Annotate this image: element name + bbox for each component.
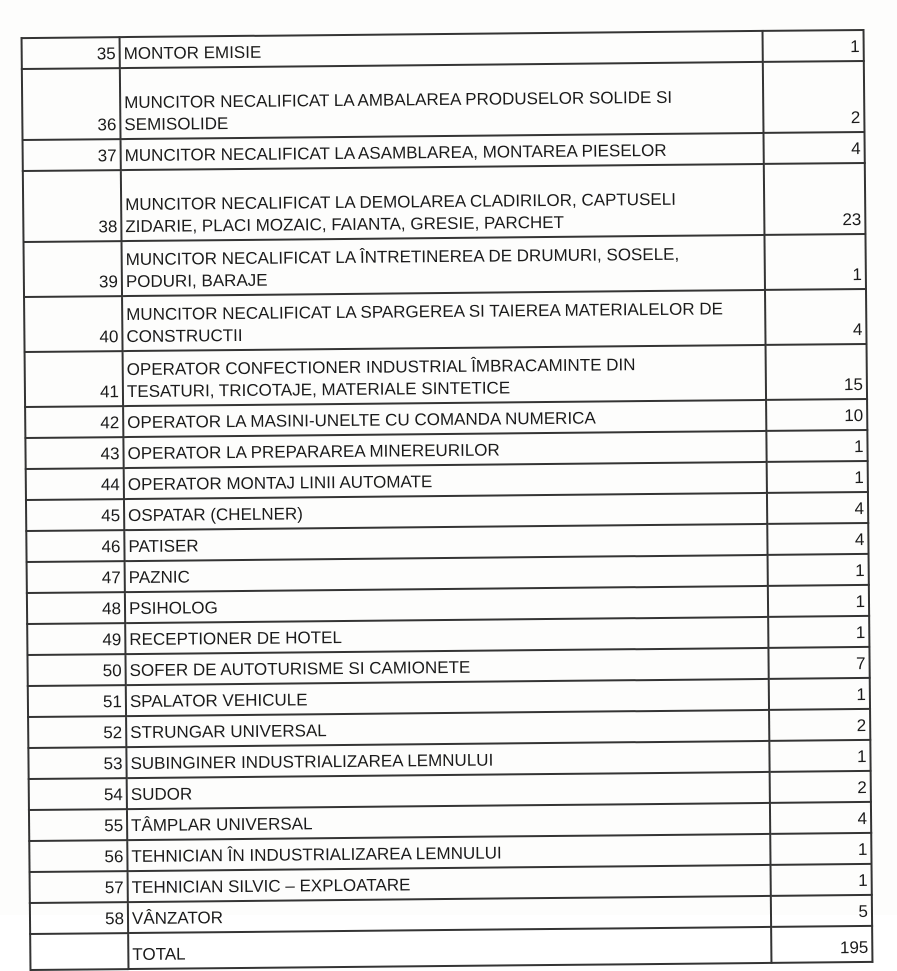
occupation-cell: OPERATOR LA PREPARAREA MINEREURILOR <box>123 431 766 468</box>
occupation-cell: VÂNZATOR <box>128 896 771 933</box>
occupation-cell: PATISER <box>124 524 767 561</box>
count-cell: 1 <box>766 430 867 462</box>
count-cell: 5 <box>771 895 872 927</box>
row-number-cell: 36 <box>22 68 121 140</box>
table-row <box>24 289 866 352</box>
occupation-cell: TEHNICIAN SILVIC – EXPLOATARE <box>128 865 771 902</box>
occupation-cell: TÂMPLAR UNIVERSAL <box>127 803 770 840</box>
occupation-cell: RECEPTIONER DE HOTEL <box>125 617 768 654</box>
row-number-cell: 48 <box>27 592 125 624</box>
count-cell: 4 <box>770 802 871 834</box>
count-cell: 7 <box>768 647 869 679</box>
table-row <box>25 344 867 407</box>
row-number-cell: 40 <box>24 296 123 352</box>
occupation-cell: SOFER DE AUTOTURISME SI CAMIONETE <box>125 648 768 685</box>
count-cell: 1 <box>763 30 864 62</box>
occupation-cell: MUNCITOR NECALIFICAT LA DEMOLAREA CLADIRILOR, CAPTUSELI ZIDARIE, PLACI MOZAIC, FAIANTA, GRESIE, PARCHET <box>121 164 765 241</box>
row-number-cell: 49 <box>27 623 125 655</box>
count-cell: 10 <box>766 399 867 431</box>
vacancies-table <box>21 29 872 971</box>
occupation-cell: MONTOR EMISIE <box>120 31 763 68</box>
occupation-cell: MUNCITOR NECALIFICAT LA AMBALAREA PRODUSELOR SOLIDE SI SEMISOLIDE <box>120 62 764 139</box>
occupations-table <box>21 29 874 971</box>
occupation-cell: PAZNIC <box>125 555 768 592</box>
occupation-cell: STRUNGAR UNIVERSAL <box>126 710 769 747</box>
occupation-cell: OPERATOR CONFECTIONER INDUSTRIAL ÎMBRACAMINTE DIN TESATURI, TRICOTAJE, MATERIALE SINTETICE <box>123 345 766 406</box>
occupation-cell: SUBINGINER INDUSTRIALIZAREA LEMNULUI <box>126 741 769 778</box>
count-cell: 23 <box>764 163 866 235</box>
total-row <box>30 926 872 970</box>
count-cell: 1 <box>769 740 870 772</box>
total-label-cell: TOTAL <box>128 927 771 969</box>
count-cell: 4 <box>763 132 864 164</box>
count-cell: 1 <box>764 234 866 290</box>
table-row <box>22 61 865 140</box>
row-number-cell: 56 <box>29 840 127 872</box>
row-number-cell: 35 <box>22 37 120 69</box>
occupation-cell: SPALATOR VEHICULE <box>126 679 769 716</box>
count-cell: 1 <box>768 585 869 617</box>
count-cell: 1 <box>771 864 872 896</box>
occupation-cell: OSPATAR (CHELNER) <box>124 493 767 530</box>
occupation-cell: SUDOR <box>127 772 770 809</box>
count-cell: 1 <box>768 616 869 648</box>
table-row <box>24 234 866 297</box>
count-cell: 2 <box>763 61 865 133</box>
table-row <box>23 163 866 242</box>
count-cell: 4 <box>767 492 868 524</box>
row-number-cell: 42 <box>25 406 123 438</box>
table-body <box>22 30 873 970</box>
row-number-cell: 43 <box>25 437 123 469</box>
count-cell: 4 <box>767 523 868 555</box>
row-number-cell: 37 <box>23 139 121 171</box>
occupation-cell: TEHNICIAN ÎN INDUSTRIALIZAREA LEMNULUI <box>127 834 770 871</box>
row-number-cell: 44 <box>26 468 124 500</box>
row-number-cell: 39 <box>24 241 123 297</box>
row-number-cell: 58 <box>30 902 128 934</box>
row-number-cell: 52 <box>28 716 126 748</box>
row-number-cell: 53 <box>28 747 126 779</box>
count-cell: 15 <box>766 344 868 400</box>
count-cell: 1 <box>767 461 868 493</box>
row-number-cell: 55 <box>29 809 127 841</box>
total-count-cell: 195 <box>771 926 872 963</box>
occupation-cell: PSIHOLOG <box>125 586 768 623</box>
row-number-cell: 51 <box>28 685 126 717</box>
row-number-cell: 46 <box>26 530 124 562</box>
count-cell: 1 <box>768 554 869 586</box>
row-number-cell: 54 <box>29 778 127 810</box>
row-number-cell: 50 <box>27 654 125 686</box>
count-cell: 2 <box>769 709 870 741</box>
occupation-cell: OPERATOR MONTAJ LINII AUTOMATE <box>124 462 767 499</box>
row-number-cell: 38 <box>23 170 122 242</box>
occupation-cell: MUNCITOR NECALIFICAT LA ASAMBLAREA, MONTAREA PIESELOR <box>121 133 764 170</box>
row-number-cell: 41 <box>25 351 124 407</box>
occupation-cell: MUNCITOR NECALIFICAT LA SPARGEREA SI TAIEREA MATERIALELOR DE CONSTRUCTII <box>122 290 765 351</box>
row-number-cell: 45 <box>26 499 124 531</box>
row-number-cell: 57 <box>30 871 128 903</box>
occupation-cell: MUNCITOR NECALIFICAT LA ÎNTRETINEREA DE DRUMURI, SOSELE, PODURI, BARAJE <box>121 235 764 296</box>
row-number-cell: 47 <box>27 561 125 593</box>
count-cell: 2 <box>770 771 871 803</box>
count-cell: 4 <box>765 289 867 345</box>
count-cell: 1 <box>770 833 871 865</box>
count-cell: 1 <box>769 678 870 710</box>
row-number-cell <box>30 933 128 970</box>
occupation-cell: OPERATOR LA MASINI-UNELTE CU COMANDA NUMERICA <box>123 400 766 437</box>
